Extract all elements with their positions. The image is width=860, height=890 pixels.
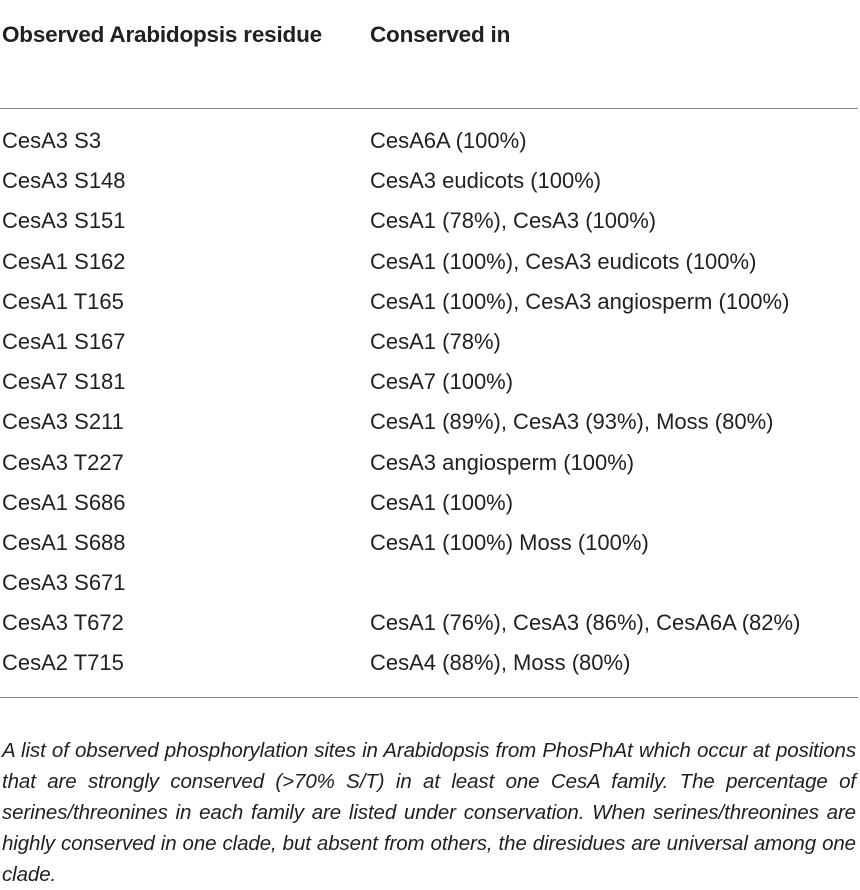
residue-cell: CesA1 T165 — [2, 288, 124, 314]
table-header — [0, 0, 860, 108]
conserved-cell: CesA1 (100%) Moss (100%) — [370, 529, 649, 555]
table-row — [0, 322, 860, 362]
conserved-cell: CesA1 (78%), CesA3 (100%) — [370, 208, 657, 234]
residue-cell: CesA7 S181 — [2, 369, 126, 395]
conserved-cell: CesA3 eudicots (100%) — [370, 168, 602, 194]
residue-cell: CesA3 S671 — [2, 570, 126, 596]
residue-cell: CesA2 T715 — [2, 650, 124, 676]
table-row — [0, 443, 860, 483]
conserved-cell: CesA1 (76%), CesA3 (86%), CesA6A (82%) — [370, 610, 801, 636]
table-row — [0, 242, 860, 282]
table-row — [0, 201, 860, 241]
conserved-cell: CesA6A (100%) — [370, 128, 527, 153]
residue-cell: CesA3 T672 — [2, 610, 124, 636]
table-row — [0, 402, 860, 442]
table-row — [0, 563, 860, 603]
conserved-cell: CesA3 angiosperm (100%) — [370, 449, 635, 475]
conserved-cell: CesA1 (100%), CesA3 eudicots (100%) — [370, 248, 757, 274]
table-caption: A list of observed phosphorylation sites in Arabidopsis from PhosPhAt which occur at positions that are strongly conserved (>70% S/T) in at least one CesA family. The percentage of serines/threonines in each family are listed under conservation. When serines/threonines are highly conserved in one clade, but absent from others, the diresidues are universal among one clade. — [2, 738, 856, 886]
table-row — [0, 121, 860, 161]
table-row — [0, 161, 860, 201]
header-rule — [0, 108, 858, 109]
table-row — [0, 643, 860, 683]
header-residue: Observed Arabidopsis residue — [2, 22, 322, 47]
residue-cell: CesA3 S211 — [2, 409, 124, 435]
header-conserved: Conserved in — [370, 22, 511, 47]
table-row — [0, 362, 860, 402]
residue-cell: CesA1 S686 — [2, 489, 126, 515]
conserved-cell: CesA1 (100%), CesA3 angiosperm (100%) — [370, 288, 790, 314]
conserved-cell: CesA7 (100%) — [370, 369, 514, 395]
residue-cell: CesA3 S151 — [2, 208, 126, 234]
conserved-cell: CesA4 (88%), Moss (80%) — [370, 650, 631, 676]
residue-cell: CesA1 S688 — [2, 529, 126, 555]
residue-cell: CesA3 S3 — [2, 128, 102, 153]
table-row — [0, 282, 860, 322]
residue-cell: CesA3 S148 — [2, 168, 126, 194]
footer-rule — [0, 697, 858, 698]
table-body — [0, 121, 860, 684]
table-row — [0, 603, 860, 643]
table-row — [0, 523, 860, 563]
residue-cell: CesA1 S162 — [2, 248, 126, 274]
conserved-cell: CesA1 (78%) — [370, 328, 501, 354]
residue-cell: CesA1 S167 — [2, 328, 126, 354]
conserved-cell: CesA1 (100%) — [370, 489, 514, 515]
table-row — [0, 483, 860, 523]
residue-cell: CesA3 T227 — [2, 449, 124, 475]
conserved-cell: CesA1 (89%), CesA3 (93%), Moss (80%) — [370, 409, 774, 435]
